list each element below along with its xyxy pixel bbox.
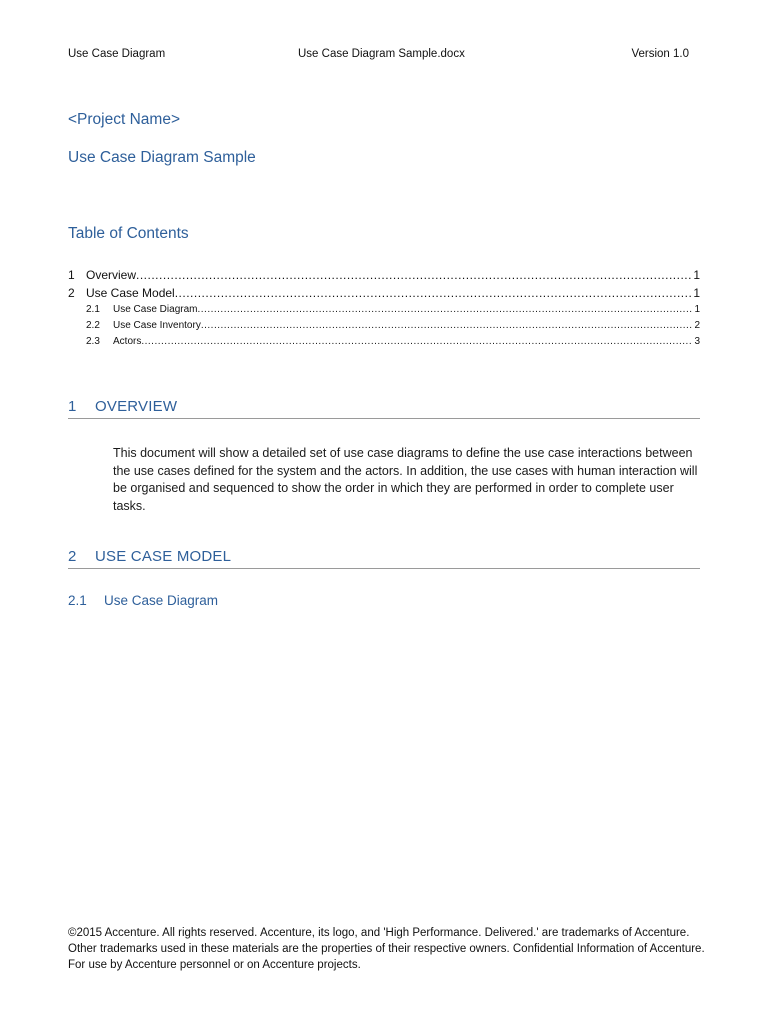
toc-leader-dots — [175, 286, 693, 300]
toc-entry-use-case-inventory[interactable] — [68, 320, 700, 331]
heading-overview — [68, 398, 700, 419]
toc-entry-number: 2 — [68, 286, 75, 300]
heading-number: 2.1 — [68, 593, 87, 608]
toc-entry-text: Use Case Inventory — [113, 320, 201, 331]
toc-leader-dots — [197, 304, 693, 315]
toc-entry-number: 1 — [68, 268, 75, 282]
toc-leader-dots — [201, 320, 694, 331]
toc-entry-use-case-model[interactable] — [68, 286, 700, 300]
header-filename: Use Case Diagram Sample.docx — [298, 48, 465, 60]
overview-paragraph: This document will show a detailed set of use case diagrams to define the use case interactions between the use cases defined for the system and the actors. In addition, the use cases with human interaction will be organised and sequenced to show the order in which they are performed in order to complete user tasks. — [113, 446, 698, 513]
toc-entry-page: 3 — [694, 336, 700, 347]
toc-entry-text: Use Case Diagram — [113, 304, 198, 315]
toc-entry-overview[interactable] — [68, 268, 700, 282]
heading-number: 2 — [68, 548, 77, 565]
toc-entry-number: 2.2 — [86, 320, 100, 331]
toc-entry-text: Use Case Model — [86, 286, 175, 300]
toc-entry-page: 2 — [694, 320, 700, 331]
toc-entry-actors[interactable] — [68, 336, 700, 347]
toc-entry-text: Actors — [113, 336, 142, 347]
toc-entry-number: 2.3 — [86, 336, 100, 347]
toc-entry-number: 2.1 — [86, 304, 100, 315]
copyright-footer: ©2015 Accenture. All rights reserved. Accenture, its logo, and 'High Performance. Delivered.' are trademarks of Accenture. Other trademarks used in these materials are the properties of their respective owners. Confidential Information of Accenture. For use by Accenture personnel or on Accenture projects. — [68, 927, 705, 971]
heading-text: Use Case Diagram — [104, 593, 219, 608]
toc-entry-page: 1 — [693, 286, 700, 300]
toc-title: Table of Contents — [68, 225, 189, 242]
toc-entry-page: 1 — [694, 304, 700, 315]
toc-entry-page: 1 — [693, 268, 700, 282]
heading-use-case-model — [68, 548, 700, 569]
header-left: Use Case Diagram — [68, 48, 166, 60]
project-name-title: <Project Name> — [68, 111, 180, 128]
header-version: Version 1.0 — [631, 48, 689, 60]
heading-text: OVERVIEW — [95, 398, 178, 415]
heading-text: USE CASE MODEL — [95, 548, 232, 565]
document-title: Use Case Diagram Sample — [68, 149, 256, 166]
heading-number: 1 — [68, 398, 77, 415]
toc-leader-dots — [136, 268, 692, 282]
toc-entry-use-case-diagram[interactable] — [68, 304, 700, 315]
toc-entry-text: Overview — [86, 268, 137, 282]
heading-use-case-diagram — [68, 593, 218, 608]
toc-leader-dots — [141, 336, 693, 347]
